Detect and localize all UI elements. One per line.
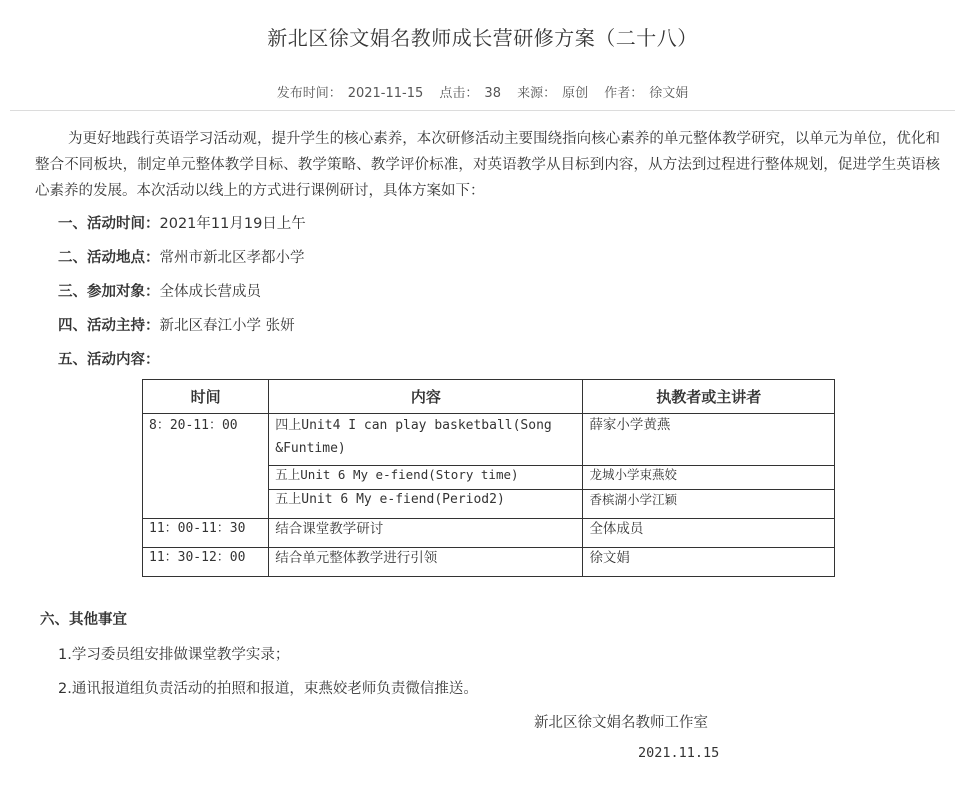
item-label: 一、活动时间：: [58, 216, 160, 232]
item-activity-place: [58, 246, 305, 267]
item-label: 三、参加对象：: [58, 284, 160, 300]
note-item: 1.学习委员组安排做课堂教学实录；: [58, 647, 290, 663]
item-value: 常州市新北区孝都小学: [159, 250, 305, 266]
item-activity-time: [58, 212, 306, 233]
header-time: 时间: [143, 380, 269, 414]
source-value: 原创: [562, 86, 589, 101]
speaker-cell: 薛家小学黄燕: [583, 414, 835, 466]
speaker-cell: 徐文娟: [583, 548, 835, 577]
content-cell: 五上Unit 6 My e-fiend(Story time): [269, 466, 583, 490]
header-content: 内容: [269, 380, 583, 414]
source-label: 来源：: [517, 86, 557, 101]
speaker-cell: 全体成员: [583, 519, 835, 548]
time-cell: 8：20-11：00: [143, 414, 269, 519]
item-label: 五、活动内容：: [58, 352, 160, 368]
author-value: 徐文娟: [649, 86, 689, 101]
signature: 新北区徐文娟名教师工作室: [534, 715, 708, 731]
source: [514, 86, 591, 101]
item-label: 四、活动主持：: [58, 318, 160, 334]
title-divider: [10, 110, 955, 111]
table-header-row: [143, 380, 835, 414]
content-cell: 五上Unit 6 My e-fiend(Period2): [269, 490, 583, 519]
item-host: [58, 314, 295, 335]
other-matters-heading: 六、其他事宜: [40, 612, 127, 628]
article-meta: [0, 82, 965, 101]
table-row: [143, 519, 835, 548]
item-label: 二、活动地点：: [58, 250, 160, 266]
publish-time: [274, 86, 427, 101]
time-cell: 11：30-12：00: [143, 548, 269, 577]
item-value: 全体成长营成员: [159, 284, 261, 300]
click-count: [436, 86, 504, 101]
publish-time-label: 发布时间：: [276, 86, 342, 101]
content-cell: 结合单元整体教学进行引领: [269, 548, 583, 577]
author: [601, 86, 691, 101]
publish-time-value: 2021-11-15: [347, 86, 424, 101]
click-count-label: 点击：: [439, 86, 479, 101]
table-row: [143, 414, 835, 466]
intro-paragraph: 为更好地践行英语学习活动观，提升学生的核心素养，本次研修活动主要围绕指向核心素养的单元整体教学研究，以单元为单位，优化和整合不同板块，制定单元整体教学目标、教学策略、教学评价标准，对英语教学从目标到内容，从方法到过程进行整体规划，促进学生英语核心素养的发展。本次活动以线上的方式进行课例研讨，具体方案如下：: [35, 131, 940, 199]
item-participants: [58, 280, 261, 301]
header-speaker: 执教者或主讲者: [583, 380, 835, 414]
speaker-cell: 龙城小学束燕姣: [583, 466, 835, 490]
table-row: [143, 548, 835, 577]
sign-date: 2021.11.15: [638, 745, 720, 761]
time-cell: 11：00-11：30: [143, 519, 269, 548]
item-value: 新北区春江小学 张妍: [159, 318, 295, 334]
content-cell: 四上Unit4 I can play basketball(Song &Funtime): [269, 414, 583, 466]
item-value: 2021年11月19日上午: [159, 216, 306, 232]
schedule-table: [142, 379, 835, 577]
item-content: [58, 348, 160, 369]
click-count-value: 38: [484, 86, 501, 101]
page-title: 新北区徐文娟名教师成长营研修方案（二十八）: [267, 26, 698, 50]
note-item: 2.通讯报道组负责活动的拍照和报道，束燕姣老师负责微信推送。: [58, 681, 478, 697]
author-label: 作者：: [604, 86, 644, 101]
speaker-cell: 香槟湖小学江颖: [583, 490, 835, 519]
content-cell: 结合课堂教学研讨: [269, 519, 583, 548]
